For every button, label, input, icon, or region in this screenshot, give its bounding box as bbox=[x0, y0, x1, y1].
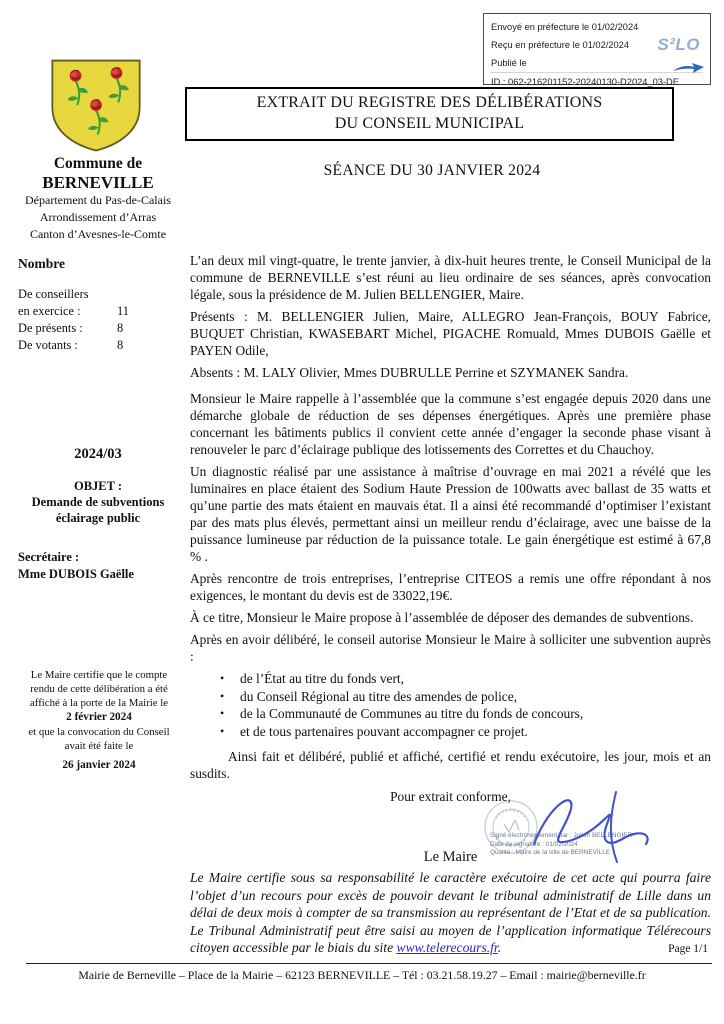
paragraph-absents: Absents : M. LALY Olivier, Mmes DUBRULLE Perrine et SZYMANEK Sandra. bbox=[190, 365, 629, 380]
telerecours-link[interactable]: www.telerecours.fr bbox=[396, 940, 498, 956]
count-row bbox=[18, 303, 183, 320]
s2lo-logo bbox=[657, 35, 700, 55]
count-row bbox=[18, 337, 183, 354]
counts-title: Nombre bbox=[18, 256, 65, 271]
prefecture-stamp-box bbox=[483, 13, 711, 85]
legal-notice bbox=[190, 869, 711, 957]
le-maire-label: Le Maire bbox=[423, 849, 478, 865]
certification-date1: 2 février 2024 bbox=[66, 711, 132, 724]
count-value: 8 bbox=[117, 338, 124, 352]
stamp-date: Date de signature : 01/02/2024 bbox=[490, 840, 578, 848]
count-label: De conseillers bbox=[18, 287, 89, 301]
stamp-sent-line: Envoyé en préfecture le 01/02/2024 bbox=[491, 22, 639, 32]
paragraph-context: Monsieur le Maire rappelle à l’assemblée que la commune s’est engagée depuis 2020 dans une démarche globale de réduction de ses dépenses énergétiques. Après une première phase concernant les bâtiments publics il convient cette année d’engager la seconde phase visant à renouveler le parc d’éclairage publique des lotissements des Correttes et du Chauchoy. bbox=[190, 391, 711, 457]
certification-text1: Le Maire certifie que le compte rendu de cette délibération a été affiché à la porte de la Mairie le bbox=[30, 669, 168, 710]
page-number: Page 1/1 bbox=[668, 943, 708, 955]
objet-block bbox=[8, 478, 188, 526]
count-label: De votants : bbox=[18, 338, 78, 352]
footer-divider bbox=[26, 963, 712, 964]
objet-heading: OBJET : bbox=[73, 479, 123, 493]
paragraph-opening: L’an deux mil vingt-quatre, le trente janvier, à dix-huit heures trente, le Conseil Municipal de la commune de BERNEVILLE s’est réuni au lieu ordinaire de ses séances, après convocation légale, sous la présidence de M. Julien BELLENGIER, Maire. bbox=[190, 253, 711, 302]
paragraph-presents: Présents : M. BELLENGIER Julien, Maire, ALLEGRO Jean-François, BOUY Fabrice, BUQUET Christian, KWASEBART Michel, PIGACHE Romuald, Mmes DUBOIS Gaëlle et PAYEN Odile, bbox=[190, 309, 711, 358]
list-item: • du Conseil Régional au titre des amendes de police, bbox=[190, 688, 711, 706]
paragraph-closing: Ainsi fait et délibéré, publié et affiché, certifié et rendu exécutoire, les jour, mois et an susdits. bbox=[190, 749, 711, 781]
paragraph-decision: Après en avoir délibéré, le conseil autorise Monsieur le Maire à solliciter une subvention auprès : bbox=[190, 632, 711, 664]
count-row bbox=[18, 286, 183, 303]
stamp-published-line: Publié le bbox=[491, 58, 527, 68]
secretary-block bbox=[18, 549, 183, 583]
register-title-line1: EXTRAIT DU REGISTRE DES DÉLIBÉRATIONS bbox=[256, 94, 603, 111]
count-row bbox=[18, 320, 183, 337]
posting-certification bbox=[20, 668, 178, 772]
stamp-signer: Signé électroniquement par : Julien BELLENGIER bbox=[490, 832, 633, 839]
paragraph-conforme: Pour extrait conforme, bbox=[390, 789, 511, 804]
session-title: SÉANCE DU 30 JANVIER 2024 bbox=[323, 162, 541, 179]
certification-date2: 26 janvier 2024 bbox=[62, 758, 136, 771]
deliberation-body bbox=[190, 252, 711, 962]
paragraph-citeos: Après rencontre de trois entreprises, l’entreprise CITEOS a remis une offre répondant à nos exigences, le montant du devis est de 33022,19€. bbox=[190, 571, 711, 603]
legal-suffix: . bbox=[497, 940, 502, 956]
commune-name-line2: BERNEVILLE bbox=[42, 173, 154, 192]
secretary-name: Mme DUBOIS Gaëlle bbox=[18, 567, 134, 581]
footer-address: Mairie de Berneville – Place de la Mairie – 62123 BERNEVILLE – Tél : 03.21.58.19.27 – Email : mairie@berneville.fr bbox=[78, 968, 646, 982]
secretary-label: Secrétaire : bbox=[18, 550, 80, 564]
signature-zone bbox=[190, 810, 711, 866]
certification-text2: et que la convocation du Conseil avait été faite le bbox=[28, 725, 170, 752]
count-value bbox=[117, 286, 183, 303]
signature-scribble-icon bbox=[520, 788, 670, 866]
commune-departement: Département du Pas-de-Calais bbox=[25, 193, 171, 207]
count-value: 11 bbox=[117, 304, 129, 318]
subvention-list bbox=[190, 670, 711, 740]
commune-name-line1: Commune de bbox=[53, 155, 143, 172]
s2lo-logo-text: S²LO bbox=[657, 35, 700, 54]
commune-crest-icon bbox=[47, 57, 145, 155]
s2lo-swoosh-icon bbox=[672, 60, 706, 76]
register-title-box bbox=[185, 87, 674, 141]
commune-identity bbox=[8, 155, 188, 243]
councillor-counts bbox=[18, 256, 183, 354]
paragraph-propose: À ce titre, Monsieur le Maire propose à l’assemblée de déposer des demandes de subventions. bbox=[190, 610, 694, 625]
paragraph-diagnostic: Un diagnostic réalisé par une assistance à maîtrise d’ouvrage en mai 2021 a révélé que les luminaires en place étaient des Sodium Haute Pression de 100watts avec ballast de 35 watts et qu’une partie des mats étaient en mauvais état. Il a ainsi été recommandé d’optimiser l’existant par des mats plus élevés, permettant ainsi un meilleur rendu d’éclairage, avec une baisse de la puissance lumineuse par réduction de la puissance totale. Le gain énergétique est estimé à 67,8 % . bbox=[190, 464, 711, 564]
list-item: • de l’État au titre du fonds vert, bbox=[190, 670, 711, 688]
count-value: 8 bbox=[117, 321, 124, 335]
stamp-quality: Qualité : Maire de la ville de BERNEVILLE bbox=[490, 849, 611, 857]
deliberation-reference: 2024/03 bbox=[74, 446, 122, 462]
commune-canton: Canton d’Avesnes-le-Comte bbox=[29, 227, 167, 241]
stamp-received-line: Reçu en préfecture le 01/02/2024 bbox=[491, 40, 630, 50]
objet-line2: éclairage public bbox=[55, 511, 141, 525]
stamp-id-line: ID : 062-216201152-20240130-D2024_03-DE bbox=[491, 72, 703, 91]
legal-text: Le Maire certifie sous sa responsabilité le caractère exécutoire de cet acte qui pourra faire l’objet d’un recours pour excès de pouvoir devant le tribunal administratif de Lille dans un délai de deux mois à compter de sa transmission au représentant de l’Etat et de sa publication. Le Tribunal Administratif peut être saisi au moyen de l’application informatique Télérecours citoyen accessible par le biais du site bbox=[190, 870, 711, 956]
count-label: De présents : bbox=[18, 321, 83, 335]
count-label: en exercice : bbox=[18, 304, 81, 318]
objet-line1: Demande de subventions bbox=[31, 495, 165, 509]
list-item: • et de tous partenaires pouvant accompagner ce projet. bbox=[190, 723, 711, 741]
register-title-line2: DU CONSEIL MUNICIPAL bbox=[334, 115, 525, 133]
commune-arrondissement: Arrondissement d’Arras bbox=[39, 210, 157, 224]
list-item: • de la Communauté de Communes au titre du fonds de concours, bbox=[190, 705, 711, 723]
